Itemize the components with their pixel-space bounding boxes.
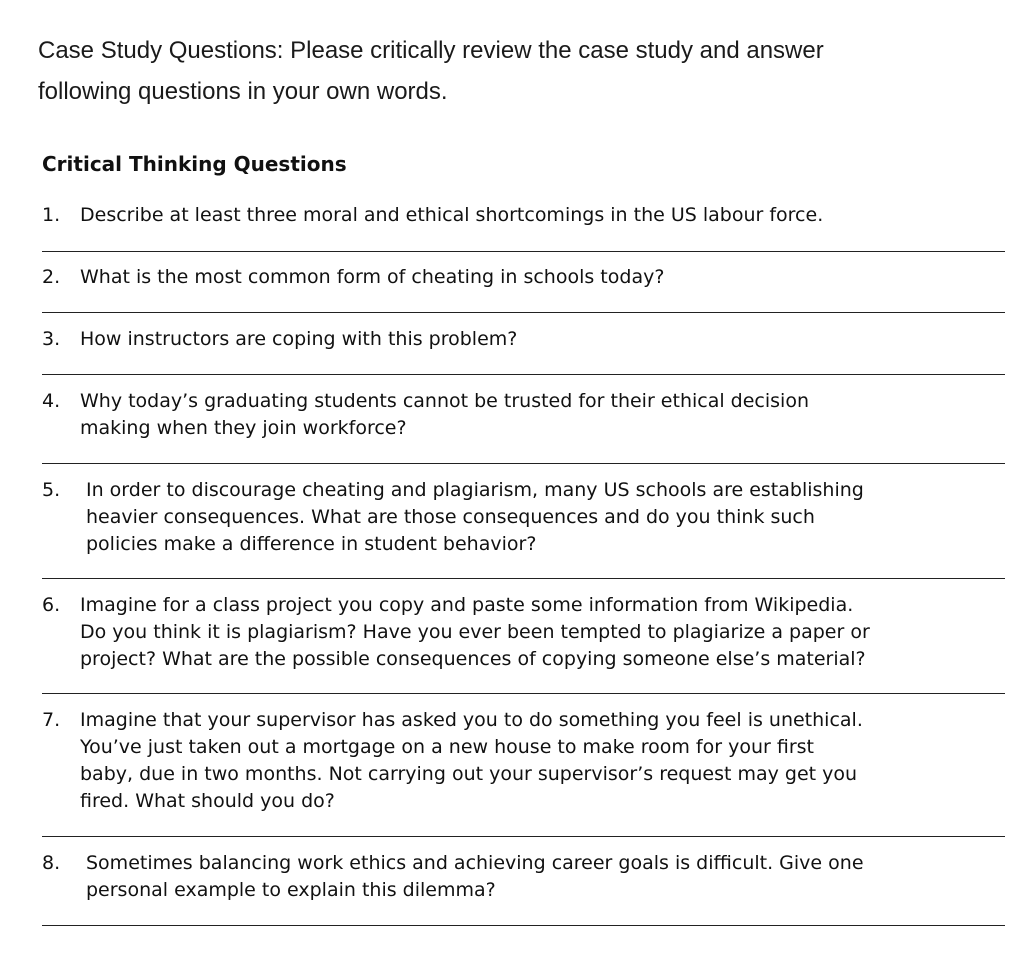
answer-line-6 <box>42 693 1005 694</box>
intro-line-1: Case Study Questions: Please critically review the case study and answer <box>38 37 824 64</box>
intro-line-2: following questions in your own words. <box>38 78 448 105</box>
question-4 <box>42 388 1017 442</box>
question-1 <box>42 202 1017 229</box>
question-3-text: How instructors are coping with this problem? <box>80 328 518 350</box>
question-8-text: Sometimes balancing work ethics and achieving career goals is difficult. Give one personal example to explain this dilemma? <box>86 852 864 901</box>
question-3-number: 3. <box>42 328 61 350</box>
question-3 <box>42 326 1017 353</box>
question-2 <box>42 264 1017 291</box>
question-5-number: 5. <box>42 479 61 501</box>
answer-line-1 <box>42 251 1005 252</box>
question-4-text: Why today’s graduating students cannot be trusted for their ethical decision making when they join workforce? <box>80 390 809 439</box>
question-6-number: 6. <box>42 594 61 616</box>
answer-line-7 <box>42 836 1005 837</box>
question-2-text: What is the most common form of cheating in schools today? <box>80 266 665 288</box>
question-1-text: Describe at least three moral and ethical shortcomings in the US labour force. <box>80 204 824 226</box>
question-5-text: In order to discourage cheating and plagiarism, many US schools are establishing heavier consequences. What are those consequences and do you think such policies make a difference in student behavior? <box>86 479 864 555</box>
section-heading: Critical Thinking Questions <box>42 152 347 176</box>
question-7-number: 7. <box>42 709 61 731</box>
answer-line-3 <box>42 374 1005 375</box>
question-2-number: 2. <box>42 266 61 288</box>
question-1-number: 1. <box>42 204 61 226</box>
question-7 <box>42 707 1017 815</box>
question-6-text: Imagine for a class project you copy and paste some information from Wikipedia. Do you think it is plagiarism? Have you ever been tempted to plagiarize a paper or project? What are the possible consequences of copying someone else’s material? <box>80 594 870 670</box>
answer-line-5 <box>42 578 1005 579</box>
answer-line-4 <box>42 463 1005 464</box>
question-4-number: 4. <box>42 390 61 412</box>
question-8 <box>42 850 1017 904</box>
answer-line-2 <box>42 312 1005 313</box>
question-8-number: 8. <box>42 852 61 874</box>
answer-line-8 <box>42 925 1005 926</box>
question-6 <box>42 592 1017 673</box>
question-5 <box>42 477 1017 558</box>
question-7-text: Imagine that your supervisor has asked you to do something you feel is unethical. You’ve just taken out a mortgage on a new house to make room for your first baby, due in two months. Not carrying out your supervisor’s request may get you fired. What should you do? <box>80 709 863 812</box>
intro-paragraph <box>38 30 998 112</box>
